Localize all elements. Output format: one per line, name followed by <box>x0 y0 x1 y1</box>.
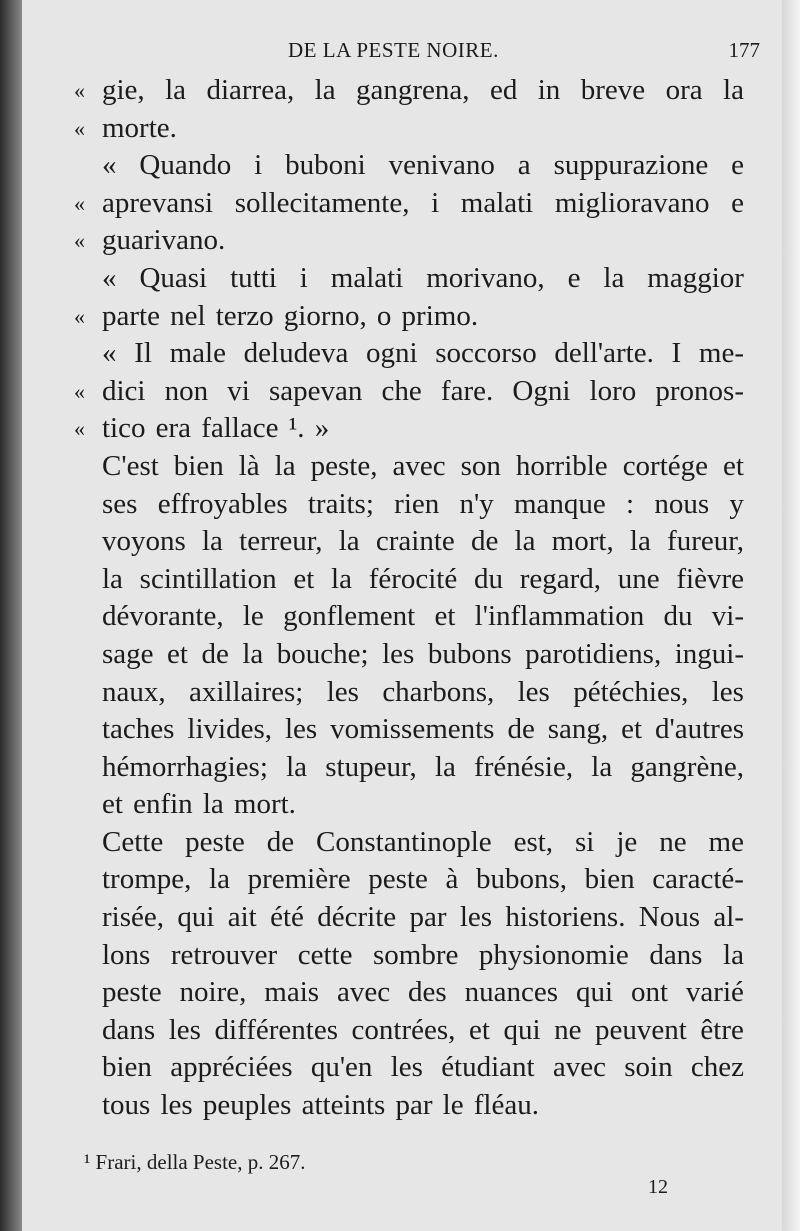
text-line <box>74 410 744 448</box>
line-text: lons retrouver cette sombre physionomie dans la <box>102 938 744 971</box>
quote-mark <box>74 674 102 712</box>
quote-mark <box>74 598 102 636</box>
line-text: risée, qui ait été décrite par les historiens. Nous al- <box>102 901 744 934</box>
text-line <box>74 373 744 411</box>
text-line <box>74 1049 744 1087</box>
quote-mark <box>74 1087 102 1125</box>
text-line <box>74 1012 744 1050</box>
paragraph <box>74 260 744 335</box>
text-line <box>74 185 744 223</box>
quote-mark <box>74 711 102 749</box>
text-line <box>74 110 744 148</box>
quote-mark: « <box>74 115 85 141</box>
line-text: voyons la terreur, la crainte de la mort, la fureur, <box>102 525 744 558</box>
line-text: dans les différentes contrées, et qui ne peuvent être <box>102 1013 744 1046</box>
line-text: « Il male deludeva ogni soccorso dell'arte. I me- <box>102 337 744 370</box>
line-text: aprevansi sollecitamente, i malati miglioravano e <box>102 186 744 219</box>
text-line <box>74 786 744 824</box>
line-text: hémorrhagies; la stupeur, la frénésie, la gangrène, <box>102 750 744 783</box>
line-text: C'est bien là la peste, avec son horrible cortége et <box>102 449 744 482</box>
signature-mark: 12 <box>648 1176 668 1198</box>
line-text: « Quando i buboni venivano a suppurazione e <box>102 149 744 182</box>
paragraph <box>74 72 744 147</box>
text-line <box>74 448 744 486</box>
body-text <box>74 72 744 1125</box>
quote-mark: « <box>74 416 85 442</box>
quote-mark <box>74 1049 102 1087</box>
text-line <box>74 749 744 787</box>
page-edge <box>782 0 800 1231</box>
quote-mark: « <box>74 190 85 216</box>
line-text: « Quasi tutti i malati morivano, e la maggior <box>102 261 744 294</box>
indent <box>74 147 102 185</box>
text-line <box>74 561 744 599</box>
paragraph <box>74 448 744 824</box>
quote-mark <box>74 561 102 599</box>
quote-mark <box>74 786 102 824</box>
line-text: et enfin la mort. <box>102 788 296 821</box>
text-line <box>74 222 744 260</box>
quote-mark: « <box>74 78 85 103</box>
line-text: bien appréciées qu'en les étudiant avec soin chez <box>102 1051 744 1084</box>
text-line <box>74 861 744 899</box>
paragraph <box>74 147 744 260</box>
line-text: taches livides, les vomissements de sang, et d'autres <box>102 713 744 746</box>
quote-mark <box>74 636 102 674</box>
line-text: Cette peste de Constantinople est, si je ne me <box>102 825 744 858</box>
quote-mark <box>74 937 102 975</box>
quote-mark <box>74 899 102 937</box>
line-text: sage et de la bouche; les bubons parotidiens, ingui- <box>102 637 744 670</box>
quote-mark <box>74 486 102 524</box>
running-head <box>22 38 782 68</box>
line-text: guarivano. <box>102 224 226 257</box>
text-line <box>74 72 744 110</box>
indent <box>74 824 102 862</box>
line-text: morte. <box>102 111 177 144</box>
text-line <box>74 899 744 937</box>
line-text: peste noire, mais avec des nuances qui ont varié <box>102 976 744 1009</box>
line-text: naux, axillaires; les charbons, les pétéchies, les <box>102 675 744 708</box>
quote-mark <box>74 1012 102 1050</box>
line-text: tous les peuples atteints par le fléau. <box>102 1089 539 1122</box>
line-text: tico era fallace ¹. » <box>102 412 330 445</box>
line-text: ses effroyables traits; rien n'y manque : nous y <box>102 487 744 520</box>
paragraph <box>74 335 744 448</box>
text-line <box>74 598 744 636</box>
text-line <box>74 486 744 524</box>
text-line <box>74 674 744 712</box>
footnote: ¹ Frari, della Peste, p. 267. <box>84 1150 306 1174</box>
running-title: DE LA PESTE NOIRE. <box>288 38 499 62</box>
page-gutter-shadow <box>0 0 22 1231</box>
indent <box>74 448 102 486</box>
text-line <box>74 711 744 749</box>
text-line <box>74 335 744 373</box>
line-text: dici non vi sapevan che fare. Ogni loro pronos- <box>102 374 744 407</box>
indent <box>74 335 102 373</box>
quote-mark: « <box>74 378 85 404</box>
paragraph <box>74 824 744 1125</box>
text-line <box>74 523 744 561</box>
text-line <box>74 636 744 674</box>
text-line <box>74 974 744 1012</box>
quote-mark <box>74 523 102 561</box>
text-line <box>74 1087 744 1125</box>
line-text: gie, la diarrea, la gangrena, ed in breve ora la <box>102 74 744 106</box>
quote-mark <box>74 861 102 899</box>
line-text: la scintillation et la férocité du regard, une fièvre <box>102 562 744 595</box>
text-line <box>74 147 744 185</box>
quote-mark: « <box>74 228 85 254</box>
text-line <box>74 298 744 336</box>
line-text: parte nel terzo giorno, o primo. <box>102 299 479 332</box>
quote-mark <box>74 974 102 1012</box>
quote-mark: « <box>74 303 85 329</box>
text-line <box>74 824 744 862</box>
quote-mark <box>74 749 102 787</box>
indent <box>74 260 102 298</box>
book-page <box>22 0 782 1231</box>
line-text: trompe, la première peste à bubons, bien caracté- <box>102 863 744 896</box>
line-text: dévorante, le gonflement et l'inflammation du vi- <box>102 600 744 633</box>
text-line <box>74 260 744 298</box>
page-number: 177 <box>728 38 760 62</box>
text-line <box>74 937 744 975</box>
